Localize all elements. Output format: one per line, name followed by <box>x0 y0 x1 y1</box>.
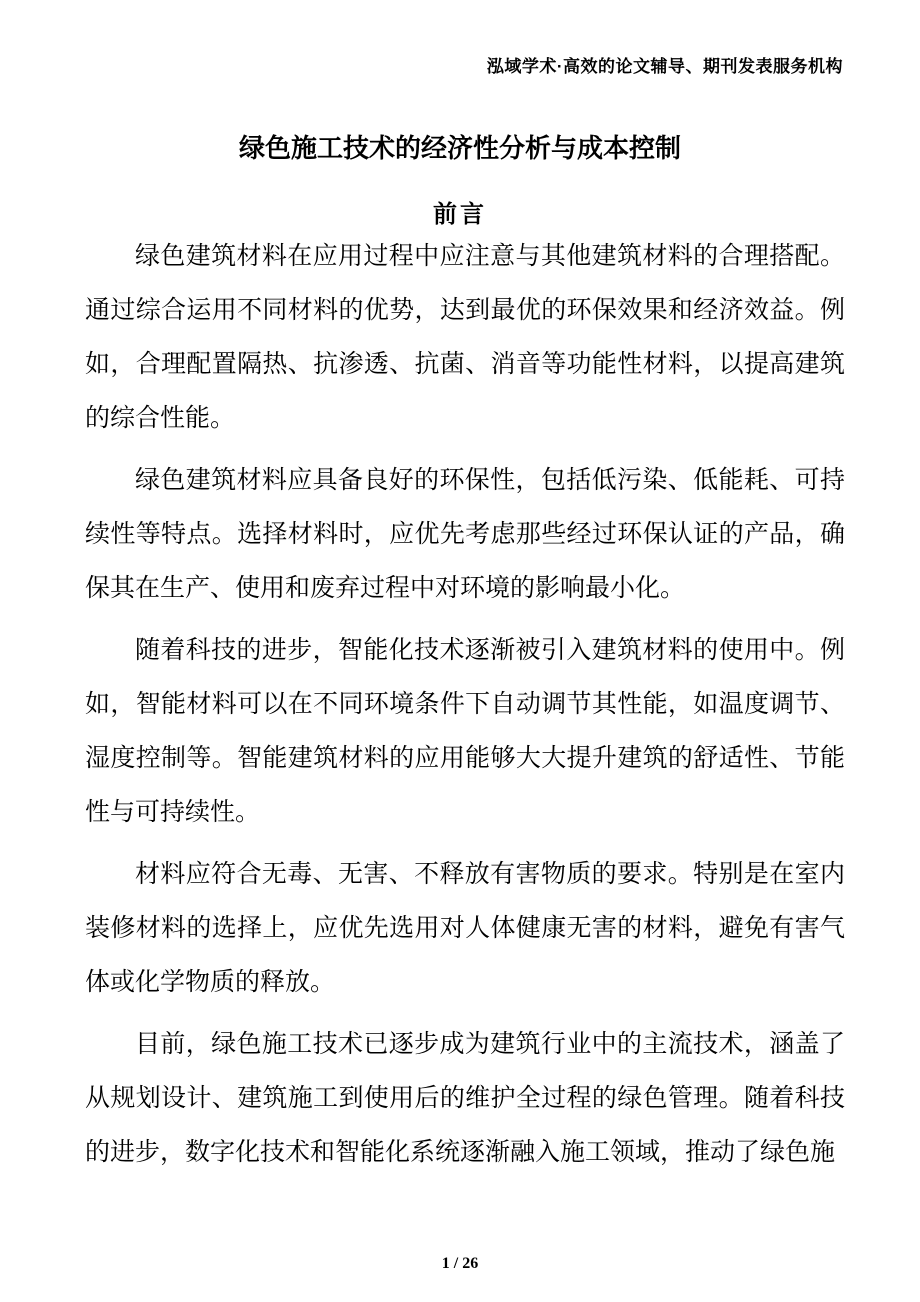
document-title: 绿色施工技术的经济性分析与成本控制 <box>238 133 681 164</box>
section-heading-foreword: 前言 <box>433 200 487 228</box>
document-body <box>85 230 845 1188</box>
body-paragraph: 绿色建筑材料应具备良好的环保性，包括低污染、低能耗、可持续性等特点。选择材料时，应优先考虑那些经过环保认证的产品，确保其在生产、使用和废弃过程中对环境的影响最小化。 <box>85 467 845 602</box>
page-number: 1 / 26 <box>441 1255 479 1272</box>
body-paragraph: 绿色建筑材料在应用过程中应注意与其他建筑材料的合理搭配。通过综合运用不同材料的优势，达到最优的环保效果和经济效益。例如，合理配置隔热、抗渗透、抗菌、消音等功能性材料，以提高建筑的综合性能。 <box>85 243 845 432</box>
header-brand-text: 泓域学术·高效的论文辅导、期刊发表服务机构 <box>486 57 843 76</box>
body-paragraph: 材料应符合无毒、无害、不释放有害物质的要求。特别是在室内装修材料的选择上，应优先选用对人体健康无害的材料，避免有害气体或化学物质的释放。 <box>85 861 845 996</box>
body-paragraph: 随着科技的进步，智能化技术逐渐被引入建筑材料的使用中。例如，智能材料可以在不同环境条件下自动调节其性能，如温度调节、湿度控制等。智能建筑材料的应用能够大大提升建筑的舒适性、节能性与可持续性。 <box>85 637 845 826</box>
body-paragraph: 目前，绿色施工技术已逐步成为建筑行业中的主流技术，涵盖了从规划设计、建筑施工到使用后的维护全过程的绿色管理。随着科技的进步，数字化技术和智能化系统逐渐融入施工领域，推动了绿色施 <box>85 1031 845 1166</box>
